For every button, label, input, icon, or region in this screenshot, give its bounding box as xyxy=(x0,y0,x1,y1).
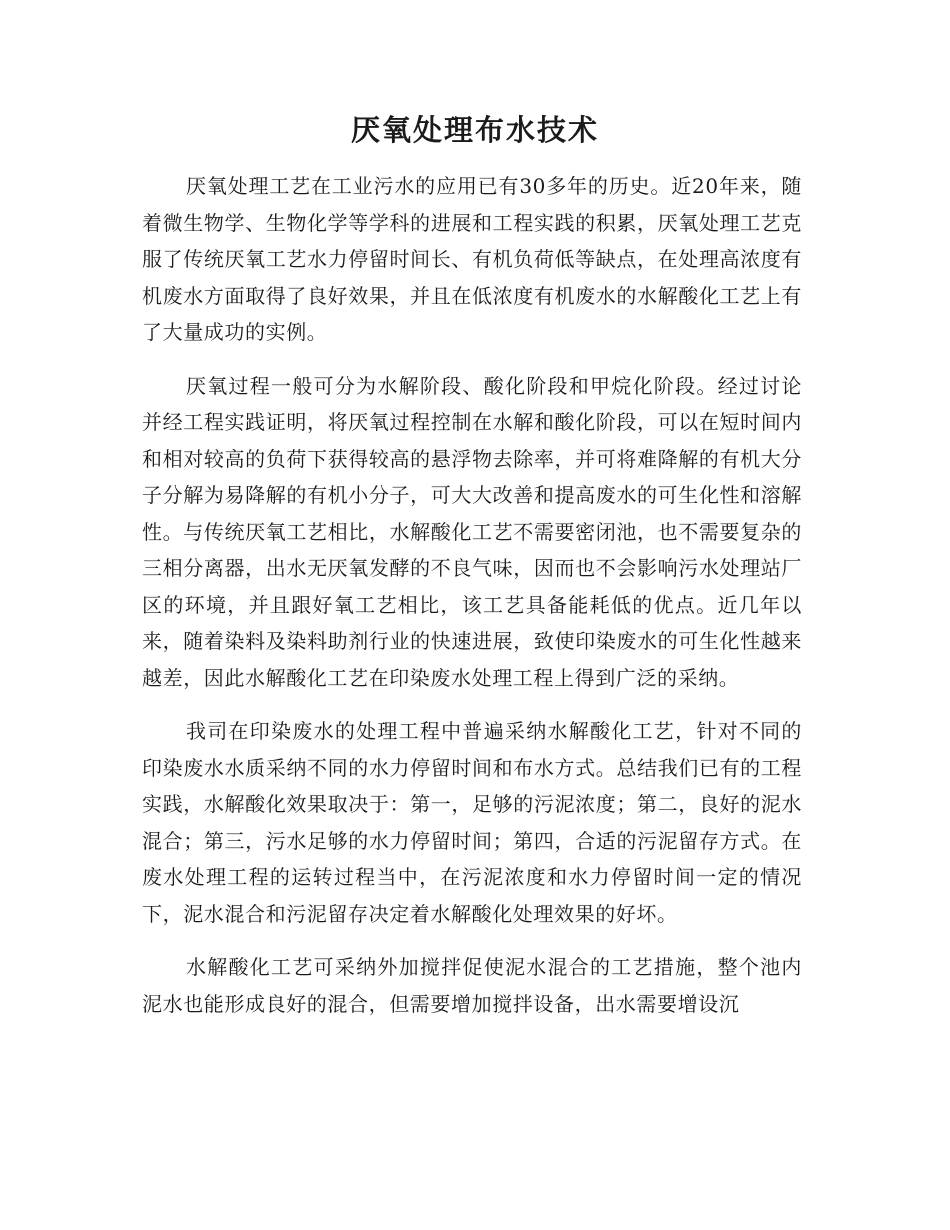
paragraph-2: 厌氧过程一般可分为水解阶段、酸化阶段和甲烷化阶段。经过讨论并经工程实践证明，将厌氧过程控制在水解和酸化阶段，可以在短时间内和相对较高的负荷下获得较高的悬浮物去除率，并可将难降解的有机大分子分解为易降解的有机小分子，可大大改善和提高废水的可生化性和溶解性。与传统厌氧工艺相比，水解酸化工艺不需要密闭池，也不需要复杂的三相分离器，出水无厌氧发酵的不良气味，因而也不会影响污水处理站厂区的环境，并且跟好氧工艺相比，该工艺具备能耗低的优点。近几年以来，随着染料及染料助剂行业的快速进展，致使印染废水的可生化性越来越差，因此水解酸化工艺在印染废水处理工程上得到广泛的采纳。 xyxy=(142,373,802,690)
paragraph-4: 水解酸化工艺可采纳外加搅拌促使泥水混合的工艺措施，整个池内泥水也能形成良好的混合，但需要增加搅拌设备，出水需要增设沉 xyxy=(142,955,802,1016)
document-title: 厌氧处理布水技术 xyxy=(350,113,599,147)
document-body xyxy=(142,168,802,1039)
paragraph-3: 我司在印染废水的处理工程中普遍采纳水解酸化工艺，针对不同的印染废水水质采纳不同的水力停留时间和布水方式。总结我们已有的工程实践，水解酸化效果取决于：第一，足够的污泥浓度；第二，良好的泥水混合；第三，污水足够的水力停留时间；第四，合适的污泥留存方式。在废水处理工程的运转过程当中，在污泥浓度和水力停留时间一定的情况下，泥水混合和污泥留存决定着水解酸化处理效果的好坏。 xyxy=(142,719,802,926)
paragraph-1: 厌氧处理工艺在工业污水的应用已有30多年的历史。近20年来，随着微生物学、生物化学等学科的进展和工程实践的积累，厌氧处理工艺克服了传统厌氧工艺水力停留时间长、有机负荷低等缺点，在处理高浓度有机废水方面取得了良好效果，并且在低浓度有机废水的水解酸化工艺上有了大量成功的实例。 xyxy=(142,174,802,344)
